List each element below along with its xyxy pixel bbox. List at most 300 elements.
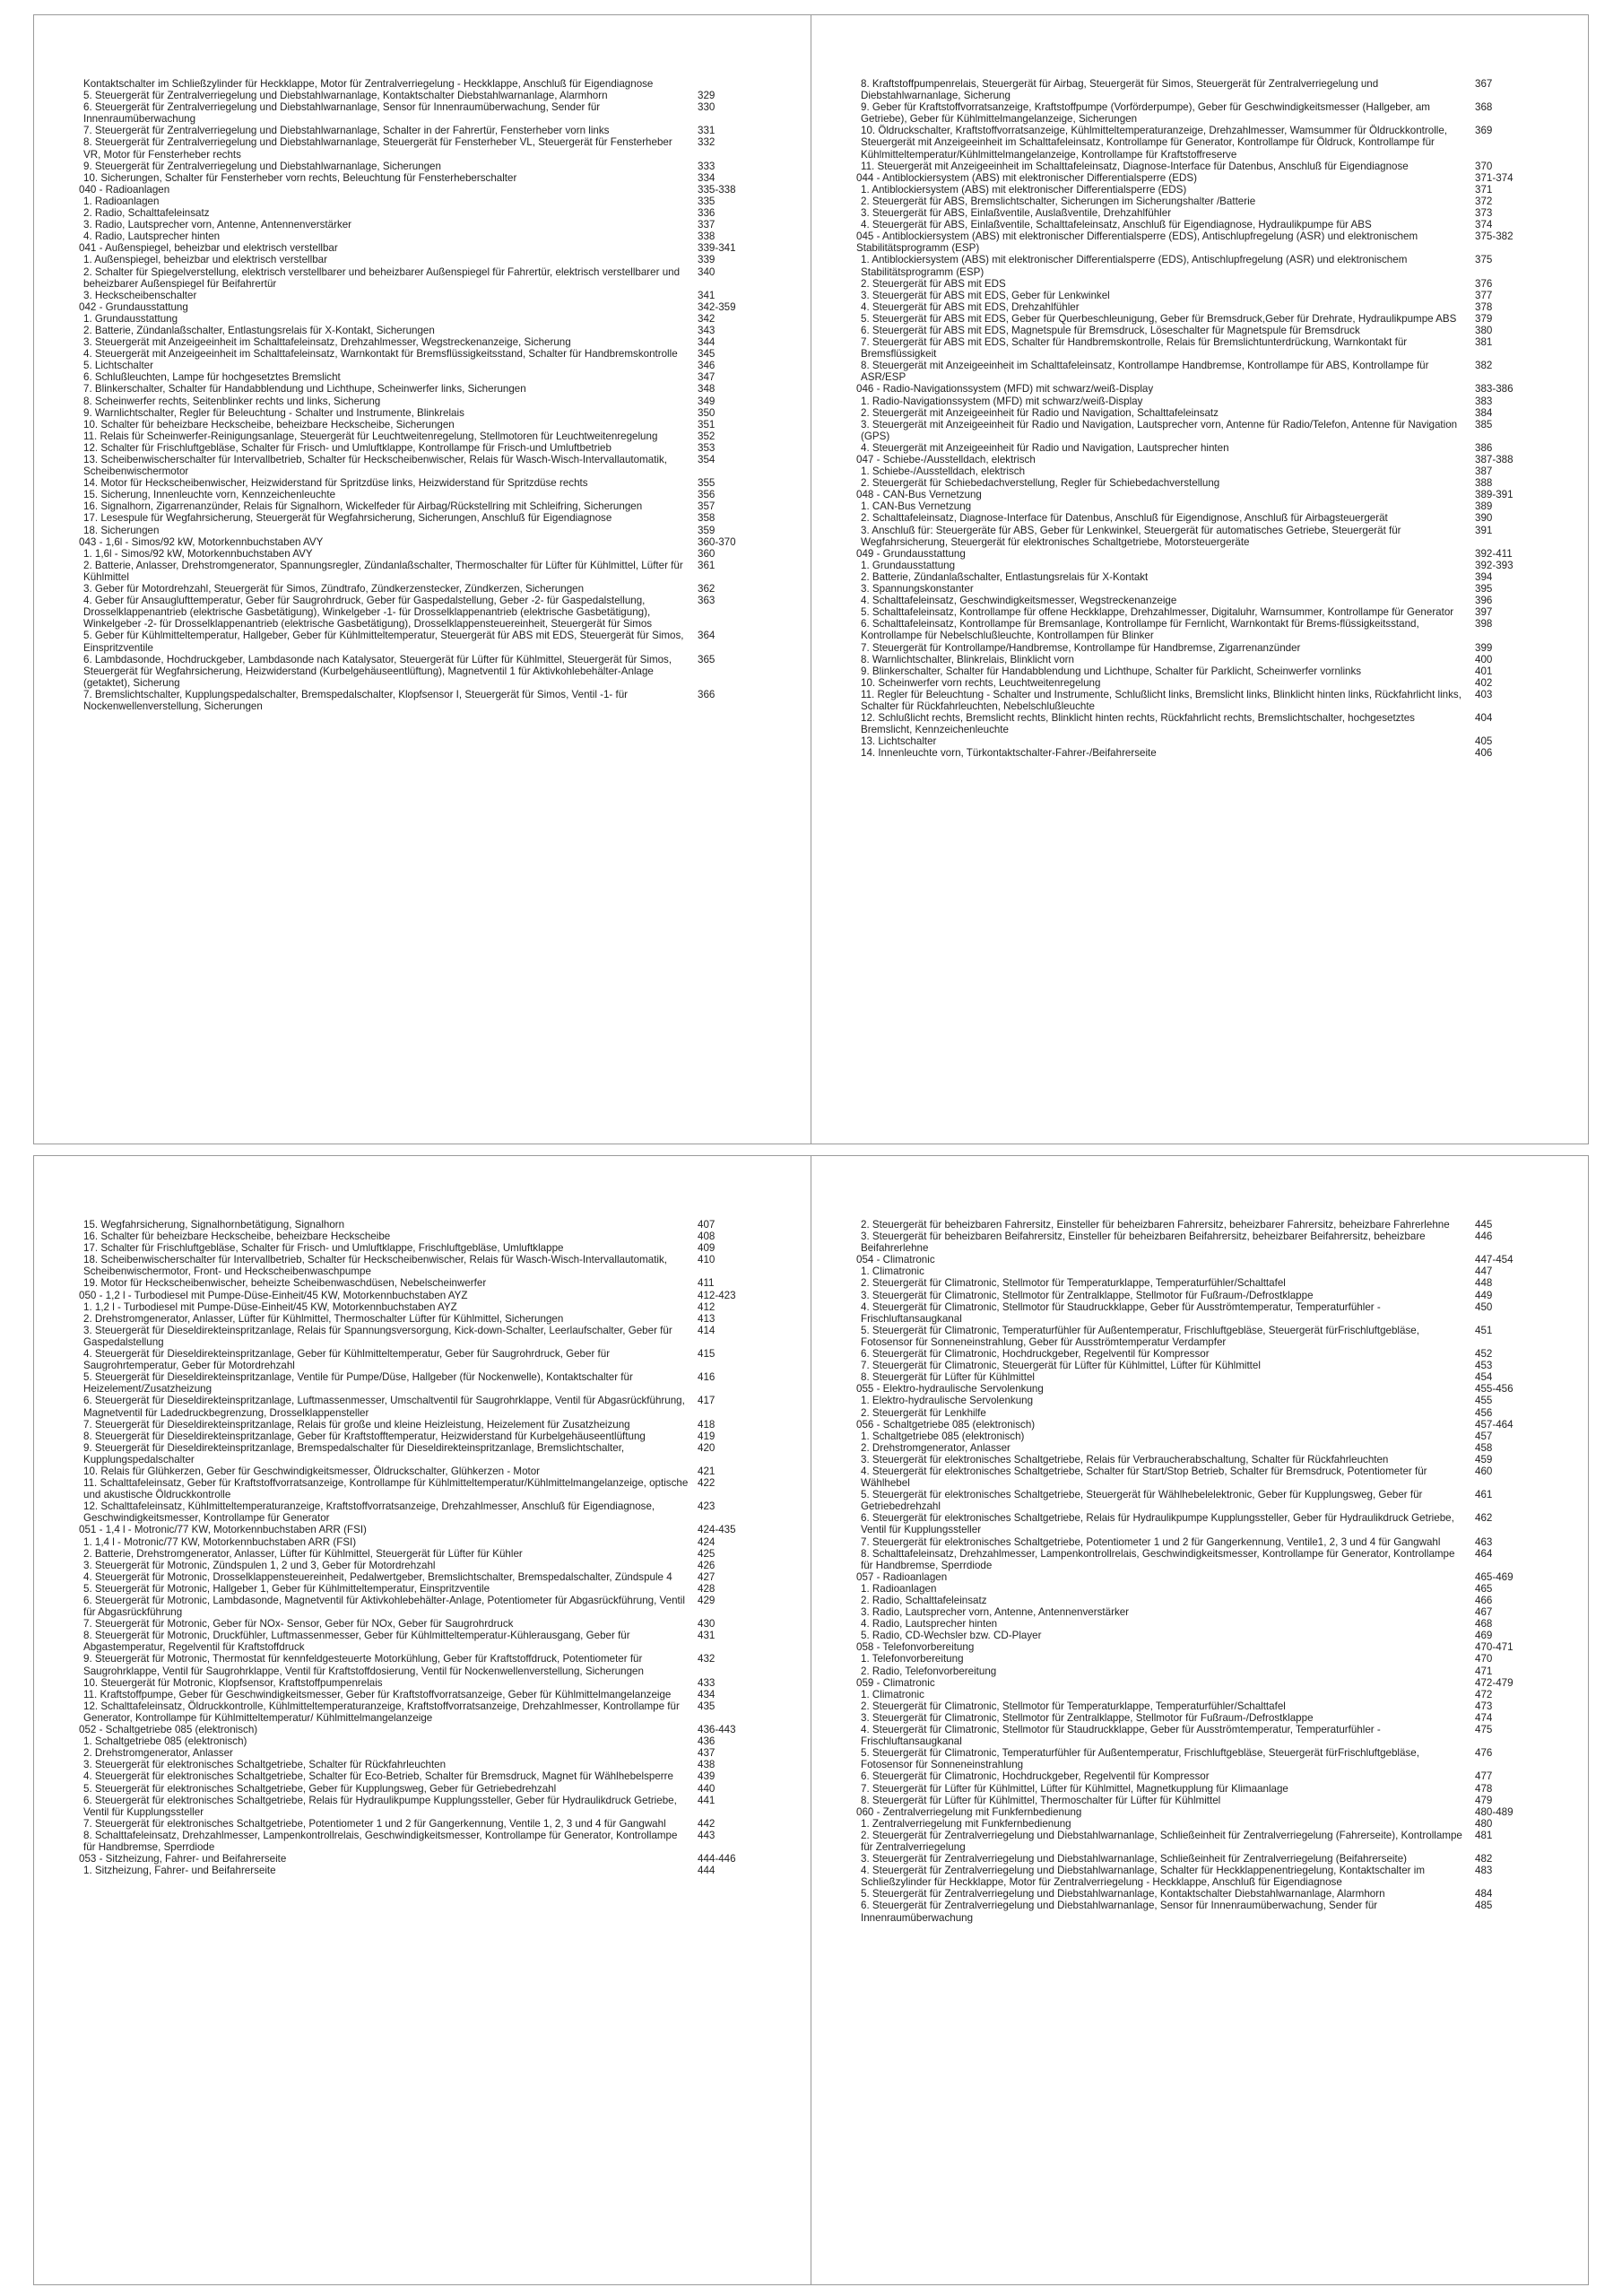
- toc-page-number: 413: [698, 1312, 716, 1325]
- toc-page-number: 485: [1475, 1900, 1493, 1912]
- toc-subentry: [856, 1290, 1538, 1301]
- toc-page-number: 484: [1475, 1888, 1493, 1900]
- toc-subentry: [79, 136, 760, 160]
- toc-subentry: [856, 1548, 1538, 1571]
- toc-page-number: 391: [1475, 524, 1493, 536]
- toc-subentry: [856, 290, 1538, 301]
- toc-page-number: 436: [698, 1735, 716, 1748]
- toc-subentry: [79, 1583, 760, 1595]
- toc-entry-text: 4. Steuergerät für elektronisches Schaltgetriebe, Schalter für Eco-Betrieb, Schalter für Bremsdruck, Magnet für Wählhebelsperre: [83, 1770, 673, 1783]
- toc-page-number: 472: [1475, 1688, 1493, 1700]
- toc-page-number: 363: [698, 595, 716, 607]
- toc-entry-text: 5. Steuergerät für Zentralverriegelung und Diebstahlwarnanlage, Kontaktschalter Diebstahlwarnanlage, Alarmhorn: [861, 1888, 1385, 1900]
- toc-entry-text: 4. Steuergerät für Dieseldirekteinspritzanlage, Geber für Kühlmitteltemperatur, Geber für Saugrohrdruck, Geber für Saugrohrtemperatur, Geber für Motordrehzahl: [83, 1348, 611, 1372]
- toc-entry-text: 2. Steuergerät mit Anzeigeeinheit für Radio und Navigation, Schalttafeleinsatz: [861, 406, 1219, 419]
- toc-page-number: 375: [1475, 254, 1493, 266]
- toc-entry-text: 3. Radio, Lautsprecher vorn, Antenne, Antennenverstärker: [861, 1606, 1130, 1619]
- toc-subentry: [79, 1242, 760, 1254]
- toc-entry-text: 6. Steuergerät für Zentralverriegelung und Diebstahlwarnanlage, Sensor für Innenraumüberwachung, Sender für Innenraumüberwachung: [861, 1900, 1378, 1924]
- toc-subentry: [79, 1500, 760, 1524]
- toc-page-number: 353: [698, 441, 716, 454]
- toc-entry-text: 2. Steuergerät für Schiebedachverstellung, Regler für Schiebedachverstellung: [861, 477, 1220, 490]
- toc-entry-text: 7. Steuergerät für Kontrollampe/Handbremse, Kontrollampe für Handbremse, Zigarrenanzünder: [861, 641, 1301, 654]
- toc-page-number: 412: [698, 1300, 716, 1313]
- toc-subentry: [856, 219, 1538, 230]
- toc-entry-text: 8. Scheinwerfer rechts, Seitenblinker rechts und links, Sicherung: [83, 395, 381, 407]
- toc-entry-text: 6. Steuergerät für elektronisches Schaltgetriebe, Relais für Hydraulikpumpe Kupplungssteller, Geber für Hydraulikdruck Getriebe, Ventil für Kupplungssteller: [83, 1794, 677, 1818]
- toc-page-number: 389: [1475, 500, 1493, 513]
- toc-page-number: 379: [1475, 312, 1493, 325]
- toc-subentry: [79, 1548, 760, 1560]
- toc-entry-text: 7. Steuergerät für Zentralverriegelung und Diebstahlwarnanlage, Schalter in der Fahrertür, Fensterheber vorn links: [83, 125, 610, 137]
- toc-page-number: 470: [1475, 1653, 1493, 1665]
- toc-entry-text: 6. Lambdasonde, Hochdruckgeber, Lambdasonde nach Katalysator, Steuergerät für Lüfter für Kühlmittel, Steuergerät für Simos, Steuergerät für Wegfahrsicherung, Heizwiderstand (Kurbelgehäuseentlüftung), Magnetventil 1 für Aktivkohlebehälter-Anlage (getaktet), Sicherung: [83, 653, 672, 689]
- toc-section-heading: [856, 230, 1538, 254]
- toc-entry-text: 8. Steuergerät für Lüfter für Kühlmittel: [861, 1371, 1035, 1384]
- toc-entry-text: 1. Grundausstattung: [861, 559, 956, 571]
- toc-page-number: 329: [698, 90, 716, 102]
- toc-subentry: [79, 489, 760, 500]
- toc-subentry: [856, 1583, 1538, 1595]
- toc-subentry: [79, 1442, 760, 1465]
- toc-page-number: 344: [698, 336, 716, 349]
- toc-page-number: 371-374: [1475, 171, 1514, 184]
- toc-page-number: 357: [698, 500, 716, 513]
- toc-entry-text: 1. 1,2 l - Turbodiesel mit Pumpe-Düse-Einheit/45 KW, Motorkennbuchstaben AYZ: [83, 1300, 457, 1313]
- toc-page-number: 370: [1475, 160, 1493, 172]
- toc-page-number: 452: [1475, 1348, 1493, 1361]
- toc-page-number: 336: [698, 207, 716, 220]
- toc-page-number: 382: [1475, 360, 1493, 372]
- toc-entry-text: 13. Scheibenwischerschalter für Intervallbetrieb, Schalter für Heckscheibenwischer, Relais für Wasch-Wisch-Intervallautomatik, Scheibenwischermotor: [83, 454, 668, 478]
- toc-entry-text: 11. Relais für Scheinwerfer-Reinigungsanlage, Steuergerät für Leuchtweitenregelung, Stellmotoren für Leuchtweitenregelung: [83, 430, 658, 442]
- toc-subentry: [79, 313, 760, 325]
- toc-subentry: [856, 125, 1538, 160]
- toc-page-number: 337: [698, 219, 716, 231]
- toc-page-number: 373: [1475, 207, 1493, 220]
- toc-page-number: 384: [1475, 406, 1493, 419]
- toc-subentry: [79, 442, 760, 454]
- toc-section-heading: [856, 1641, 1538, 1653]
- toc-subentry: [856, 1700, 1538, 1712]
- toc-page-number: 335-338: [698, 183, 736, 196]
- toc-subentry: [79, 1630, 760, 1653]
- toc-entry-text: 1. 1,6l - Simos/92 kW, Motorkennbuchstaben AVY: [83, 547, 313, 560]
- toc-page-number: [698, 78, 760, 90]
- toc-subentry: [856, 1712, 1538, 1724]
- toc-entry-text: 18. Scheibenwischerschalter für Intervallbetrieb, Schalter für Heckscheibenwischer, Relais für Wasch-Wisch-Intervallautomatik, Scheibenwischermotor, Front- und Heckscheibenwaschpumpe: [83, 1254, 668, 1278]
- toc-subentry: [856, 419, 1538, 442]
- toc-page-number: 383: [1475, 395, 1493, 407]
- toc-subentry: [856, 1277, 1538, 1289]
- toc-subentry: [856, 1407, 1538, 1419]
- toc-section-heading: [856, 489, 1538, 500]
- toc-entry-text: 3. Steuergerät für ABS mit EDS, Geber für Lenkwinkel: [861, 289, 1110, 301]
- toc-subentry: [79, 595, 760, 630]
- toc-page-number: 474: [1475, 1711, 1493, 1724]
- toc-subentry: [856, 196, 1538, 207]
- toc-entry-text: 4. Steuergerät mit Anzeigeeinheit im Schalttafeleinsatz, Warnkontakt für Bremsflüssigkeitsstand, Schalter für Handbremskontrolle: [83, 348, 678, 361]
- toc-subentry: [856, 1865, 1538, 1888]
- toc-entry-text: 10. Öldruckschalter, Kraftstoffvorratsanzeige, Kühlmitteltemperaturanzeige, Drehzahlmesser, Wamsummer für Öldruckkontrolle, Steuergerät mit Anzeigeeinheit im Schalttafeleinsatz, Kontrollampe für Generator, Kontrollampe für Öldruck, Kontrollampe für Kühlmitteltemperatur/Kühlmittelmangelanzeige, Kontrollampe für Kraftstoffreserve: [861, 125, 1448, 161]
- toc-page-number: 407: [698, 1219, 716, 1231]
- toc-subentry: [79, 1431, 760, 1442]
- toc-section-heading: [856, 1254, 1538, 1265]
- toc-entry-text: 8. Steuergerät für Motronic, Druckfühler, Luftmassenmesser, Geber für Kühlmitteltemperatur-Kühlerausgang, Geber für Abgastemperatur, Regelventil für Kraftstoffdruck: [83, 1630, 630, 1654]
- toc-subentry: [856, 642, 1538, 654]
- toc-subentry: [79, 1770, 760, 1782]
- toc-entry-text: 8. Schalttafeleinsatz, Drehzahlmesser, Lampenkontrollrelais, Geschwindigkeitsmesser, Kontrollampe für Generator, Kontrollampe für Handbremse, Sperrdiode: [83, 1829, 678, 1853]
- toc-subentry: [856, 1231, 1538, 1254]
- page-top-right: [811, 14, 1589, 1144]
- toc-entry-text: 2. Batterie, Zündanlaßschalter, Entlastungsrelais für X-Kontakt, Sicherungen: [83, 324, 435, 336]
- toc-page-number: 395: [1475, 583, 1493, 596]
- toc-entry-text: 11. Regler für Beleuchtung - Schalter und Instrumente, Schlußlicht links, Bremslicht links, Blinklicht hinten links, Rückfahrlicht links, Schalter für Rückfahrleuchten, Nebelschlußleuchte: [861, 688, 1462, 712]
- toc-entry-text: 045 - Antiblockiersystem (ABS) mit elektronischer Differentialsperre (EDS), Antischlupfregelung (ASR) und elektronischem Stabilitätsprogramm (ESP): [856, 230, 1418, 255]
- toc-entry-text: 7. Steuergerät für elektronisches Schaltgetriebe, Potentiometer 1 und 2 für Gangerkennung, Ventile1, 2, 3 und 4 für Gangwahl: [861, 1535, 1441, 1548]
- toc-subentry: [79, 1465, 760, 1477]
- toc-page-number: 375-382: [1475, 230, 1514, 243]
- toc-subentry: [856, 1536, 1538, 1548]
- toc-page-number: 398: [1475, 618, 1493, 631]
- toc-entry-text: 8. Steuergerät für Dieseldirekteinspritzanlage, Geber für Kraftstofftemperatur, Heizwiderstand für Kurbelgehäuseentlüftung: [83, 1430, 646, 1442]
- toc-page-number: 403: [1475, 688, 1493, 700]
- toc-page-number: 461: [1475, 1489, 1493, 1501]
- toc-subentry: [79, 1277, 760, 1289]
- toc-entry-text: 7. Steuergerät für ABS mit EDS, Schalter für Handbremskontrolle, Relais für Bremslichtunterdrückung, Warnkontakt für Bremsflüssigkeit: [861, 336, 1408, 361]
- toc-subentry: [79, 1371, 760, 1395]
- toc-page-number: 483: [1475, 1865, 1493, 1877]
- toc-entry-text: 6. Schalttafeleinsatz, Kontrollampe für Bremsanlage, Kontrollampe für Fernlicht, Warnkontakt für Brems-flüssigkeitsstand, Kontrollampe für Nebelschlußleuchte, Kontrollampen für Blinker: [861, 618, 1419, 642]
- toc-subentry: [79, 1395, 760, 1418]
- toc-entry-text: 052 - Schaltgetriebe 085 (elektronisch): [79, 1724, 258, 1736]
- toc-page-number: 455: [1475, 1395, 1493, 1407]
- toc-subentry: [856, 1431, 1538, 1442]
- toc-entry-text: 6. Steuergerät für Motronic, Lambdasonde, Magnetventil für Aktivkohlebehälter-Anlage, Potentiometer für Abgasrückführung, Ventil für Abgasrückführung: [83, 1595, 685, 1619]
- toc-page-number: 429: [698, 1595, 716, 1606]
- toc-page-number: 401: [1475, 665, 1493, 677]
- toc-page-number: 347: [698, 371, 716, 384]
- toc-subentry: [79, 654, 760, 689]
- toc-entry-text: 1. Zentralverriegelung mit Funkfernbedienung: [861, 1817, 1071, 1830]
- toc-section-heading: [856, 1571, 1538, 1583]
- toc-subentry: [79, 325, 760, 336]
- toc-entry-text: 1. Telefonvorbereitung: [861, 1653, 964, 1665]
- toc-page-number: 331: [698, 125, 716, 137]
- toc-subentry: [856, 1724, 1538, 1747]
- toc-page-number: 435: [698, 1700, 716, 1712]
- toc-subentry: [856, 1618, 1538, 1630]
- toc-page-number: 424-435: [698, 1524, 736, 1536]
- toc-subentry: [79, 500, 760, 512]
- toc-page-number: 444-446: [698, 1853, 736, 1866]
- toc-entry-text: 051 - 1,4 l - Motronic/77 KW, Motorkennbuchstaben ARR (FSI): [79, 1524, 367, 1536]
- toc-subentry: [856, 407, 1538, 419]
- toc-subentry: [79, 1231, 760, 1242]
- toc-entry-text: 7. Steuergerät für elektronisches Schaltgetriebe, Potentiometer 1 und 2 für Gangerkennung, Ventile 1, 2, 3 und 4 für Gangwahl: [83, 1817, 666, 1830]
- toc-subentry: [856, 477, 1538, 489]
- toc-subentry: [856, 1747, 1538, 1770]
- toc-page-number: 394: [1475, 570, 1493, 583]
- toc-page-number: 354: [698, 454, 716, 465]
- toc-entry-text: 3. Steuergerät für Motronic, Zündspulen 1, 2 und 3, Geber für Motordrehzahl: [83, 1559, 436, 1571]
- toc-subentry: [856, 1630, 1538, 1641]
- toc-entry-text: 044 - Antiblockiersystem (ABS) mit elektronischer Differentialsperre (EDS): [856, 171, 1197, 184]
- toc-entry-text: 10. Relais für Glühkerzen, Geber für Geschwindigkeitsmesser, Öldruckschalter, Glühkerzen - Motor: [83, 1465, 541, 1477]
- toc-entry-text: 1. CAN-Bus Vernetzung: [861, 500, 972, 513]
- toc-page-number: 374: [1475, 219, 1493, 231]
- toc-subentry: [856, 1853, 1538, 1865]
- toc-entry-text: 2. Drehstromgenerator, Anlasser: [83, 1747, 233, 1760]
- toc-entry-text: 5. Radio, CD-Wechsler bzw. CD-Player: [861, 1630, 1042, 1642]
- toc-page-number: 454: [1475, 1371, 1493, 1384]
- toc-entry-text: 055 - Elektro-hydraulische Servolenkung: [856, 1383, 1044, 1396]
- toc-subentry: [79, 548, 760, 560]
- toc-subentry: [79, 1618, 760, 1630]
- toc-page-number: 431: [698, 1630, 716, 1642]
- toc-page-number: 381: [1475, 336, 1493, 349]
- toc-page-number: 459: [1475, 1453, 1493, 1465]
- toc-subentry: [79, 1571, 760, 1583]
- toc-page-number: 462: [1475, 1512, 1493, 1525]
- toc-entry-text: 1. Außenspiegel, beheizbar und elektrisch verstellbar: [83, 254, 327, 266]
- toc-page-number: 334: [698, 171, 716, 184]
- toc-subentry: [79, 477, 760, 489]
- toc-entry-text: 10. Scheinwerfer vorn rechts, Leuchtweitenregelung: [861, 676, 1101, 689]
- toc-subentry: [856, 207, 1538, 219]
- toc-subentry: [856, 677, 1538, 689]
- toc-section-heading: [79, 1524, 760, 1535]
- toc-subentry: [79, 383, 760, 395]
- toc-entry-text: 060 - Zentralverriegelung mit Funkfernbedienung: [856, 1805, 1082, 1818]
- toc-subentry: [856, 712, 1538, 735]
- toc-entry-text: 4. Schalttafeleinsatz, Geschwindigkeitsmesser, Wegstreckenanzeige: [861, 595, 1177, 607]
- toc-page-number: 330: [698, 101, 716, 114]
- toc-entry-text: 2. Steuergerät für Climatronic, Stellmotor für Temperaturklappe, Temperaturfühler/Schalttafel: [861, 1277, 1286, 1290]
- toc-entry-text: 2. Schalttafeleinsatz, Diagnose-Interface für Datenbus, Anschluß für Eigendignose, Anschluß für Airbagsteuergerät: [861, 512, 1388, 525]
- toc-entry-text: 2. Batterie, Anlasser, Drehstromgenerator, Spannungsregler, Zündanlaßschalter, Thermoschalter für Lüfter für Kühlmittel, Lüfter für Kühlmittel: [83, 559, 683, 583]
- toc-entry-text: 5. Steuergerät für elektronisches Schaltgetriebe, Steuergerät für Wählhebelelektronic, Geber für Kupplungsweg, Geber für Getriebedrehzahl: [861, 1489, 1423, 1513]
- toc-entry-text: 043 - 1,6l - Simos/92 kW, Motorkennbuchstaben AVY: [79, 535, 324, 548]
- toc-entry-text: 3. Steuergerät für Zentralverriegelung und Diebstahlwarnanlage, Schließeinheit für Zentralverriegelung (Beifahrerseite): [861, 1853, 1408, 1866]
- toc-page-number: 355: [698, 477, 716, 490]
- toc-page-number: 428: [698, 1582, 716, 1595]
- toc-section-heading: [79, 536, 760, 548]
- toc-page-number: 468: [1475, 1618, 1493, 1631]
- toc-page-number: 465: [1475, 1582, 1493, 1595]
- toc-subentry: [856, 336, 1538, 360]
- toc-page-number: 477: [1475, 1770, 1493, 1783]
- toc-subentry: [856, 184, 1538, 196]
- toc-subentry: [856, 500, 1538, 512]
- toc-section-heading: [79, 1724, 760, 1735]
- toc-entry-text: 5. Steuergerät für Motronic, Hallgeber 1, Geber für Kühlmitteltemperatur, Einspritzventile: [83, 1582, 490, 1595]
- toc-subentry: [79, 1830, 760, 1853]
- toc-subentry: [856, 1360, 1538, 1371]
- toc-entry-text: 12. Schalttafeleinsatz, Öldruckkontrolle, Kühlmitteltemperaturanzeige, Kraftstoffvorratsanzeige, Drehzahlmesser, Kontrollampe für Generator, Kontrollampe für Kühlmitteltemperatur/ Kühlmittelmangelanzeige: [83, 1700, 680, 1724]
- toc-entry-text: 17. Lesespule für Wegfahrsicherung, Steuergerät für Wegfahrsicherung, Sicherungen, Anschluß für Eigendiagnose: [83, 512, 612, 525]
- toc-page-number: 480-489: [1475, 1805, 1514, 1818]
- toc-page-number: 457: [1475, 1430, 1493, 1442]
- toc-entry-text: 2. Steuergerät für ABS, Bremslichtschalter, Sicherungen im Sicherungshalter /Batterie: [861, 195, 1256, 207]
- toc-entry-text: 14. Motor für Heckscheibenwischer, Heizwiderstand für Spritzdüse links, Heizwiderstand für Spritzdüse rechts: [83, 477, 588, 490]
- toc-entry-text: 5. Steuergerät für Climatronic, Temperaturfühler für Außentemperatur, Frischluftgebläse, Steuergerät fürFrischluftgebläse, Fotosensor für Sonneneinstrahlung: [861, 1747, 1419, 1771]
- toc-page-number: 388: [1475, 477, 1493, 490]
- toc-page-number: 442: [698, 1817, 716, 1830]
- toc-entry-text: 9. Warnlichtschalter, Regler für Beleuchtung - Schalter und Instrumente, Blinkrelais: [83, 406, 464, 419]
- toc-entry-text: 12. Schlußlicht rechts, Bremslicht rechts, Blinklicht hinten rechts, Rückfahrlicht rechts, Bremslichtschalter, hochgesetztes Bremslicht, Kennzeichenleuchte: [861, 712, 1415, 736]
- toc-entry-text: 3. Anschluß für: Steuergeräte für ABS, Geber für Lenkwinkel, Steuergerät für automatisches Getriebe, Steuergerät für Wegfahrsicherung, Steuergerät für elektronisches Schaltgetriebe, Motorsteuergeräte: [861, 524, 1401, 548]
- toc-entry-text: 12. Schalttafeleinsatz, Kühlmitteltemperaturanzeige, Kraftstoffvorratsanzeige, Drehzahlmesser, Anschluß für Eigendiagnose, Geschwindigkeitsmesser, Kontrollampe für Generator: [83, 1500, 655, 1525]
- toc-subentry: [856, 747, 1538, 759]
- toc-entry-text: 7. Steuergerät für Dieseldirekteinspritzanlage, Relais für große und kleine Heizleistung, Heizelement für Zusatzheizung: [83, 1418, 630, 1431]
- page-bottom-right: [811, 1155, 1589, 2285]
- toc-page-number: 404: [1475, 712, 1493, 725]
- toc-page-number: 466: [1475, 1595, 1493, 1606]
- toc-subentry: [79, 207, 760, 219]
- toc-entry-text: 1. Antiblockiersystem (ABS) mit elektronischer Differentialsperre (EDS), Antischlupfregelung (ASR) und elektronischem Stabilitätsprogramm (ESP): [861, 254, 1408, 278]
- toc-page-number: 432: [698, 1653, 716, 1665]
- toc-entry-text: 18. Sicherungen: [83, 524, 160, 536]
- toc-section-heading: [79, 242, 760, 254]
- toc-page-number: 358: [698, 512, 716, 525]
- toc-subentry: [856, 735, 1538, 747]
- toc-column: [79, 1219, 760, 1876]
- toc-subentry: [856, 1348, 1538, 1360]
- toc-subentry: [79, 254, 760, 265]
- toc-subentry: [856, 313, 1538, 325]
- toc-subentry: [79, 219, 760, 230]
- toc-entry-text: 8. Steuergerät für Lüfter für Kühlmittel, Thermoschalter für Lüfter für Kühlmittel: [861, 1794, 1221, 1806]
- toc-page-number: 449: [1475, 1289, 1493, 1301]
- toc-subentry: [79, 560, 760, 583]
- toc-entry-text: 3. Steuergerät für beheizbaren Beifahrersitz, Einsteller für beheizbaren Beifahrersitz, beheizbarer Beifahrersitz, beheizbare Beifahrerlehne: [861, 1231, 1426, 1255]
- toc-entry-text: 17. Schalter für Frischluftgebläse, Schalter für Frisch- und Umluftklappe, Frischluftgebläse, Umluftklappe: [83, 1242, 564, 1255]
- toc-entry-text: 13. Lichtschalter: [861, 735, 937, 748]
- toc-entry-text: 6. Steuergerät für Climatronic, Hochdruckgeber, Regelventil für Kompressor: [861, 1348, 1210, 1361]
- toc-page-number: 465-469: [1475, 1570, 1514, 1583]
- toc-subentry: [856, 1454, 1538, 1465]
- toc-entry-text: 6. Steuergerät für ABS mit EDS, Magnetspule für Bremsdruck, Löseschalter für Magnetspule für Bremsdruck: [861, 324, 1360, 336]
- toc-entry-text: 3. Spannungskonstanter: [861, 583, 974, 596]
- toc-subentry: [79, 1795, 760, 1818]
- toc-entry-text: 9. Blinkerschalter, Schalter für Handabblendung und Lichthupe, Schalter für Parklicht, Scheinwerfer vornlinks: [861, 665, 1362, 677]
- toc-page-number: 396: [1475, 595, 1493, 607]
- toc-entry-text: 4. Steuergerät für Motronic, Drosselklappensteuereinheit, Pedalwertgeber, Bremslichtschalter, Bremspedalschalter, Zündspule 4: [83, 1570, 672, 1583]
- toc-page-number: 372: [1475, 195, 1493, 207]
- toc-page-number: 482: [1475, 1853, 1493, 1866]
- toc-entry-text: 4. Steuergerät für Zentralverriegelung und Diebstahlwarnanlage, Schalter für Heckklappenentriegelung, Kontaktschalter im Schließzylinder für Heckklappe, Motor für Zentralverriegelung - Heckklappe, Anschluß für Eigendiagnose: [861, 1865, 1425, 1889]
- toc-page-number: 386: [1475, 441, 1493, 454]
- toc-page-number: 362: [698, 583, 716, 596]
- toc-page-number: 411: [698, 1277, 715, 1290]
- toc-entry-text: 5. Steuergerät für elektronisches Schaltgetriebe, Geber für Kupplungsweg, Geber für Getriebedrehzahl: [83, 1782, 557, 1795]
- toc-entry-text: 9. Steuergerät für Motronic, Thermostat für kennfeldgesteuerte Motorkühlung, Geber für Kraftstoffdruck, Potentiometer für Saugrohrklappe, Ventil für Saugrohrklappe, Ventil für Kraftstoffdosierung, Ventil für Nockenwellenverstellung, Sicherungen: [83, 1653, 644, 1677]
- toc-subentry: [79, 1677, 760, 1689]
- toc-page-number: 464: [1475, 1547, 1493, 1560]
- toc-entry-text: 12. Schalter für Frischluftgebläse, Schalter für Frisch- und Umluftklappe, Kontrollampe für Frisch-und Umluftbetrieb: [83, 441, 612, 454]
- toc-section-heading: [856, 548, 1538, 560]
- toc-page-number: 405: [1475, 735, 1493, 748]
- toc-page-number: 364: [698, 630, 716, 642]
- toc-entry-text: 4. Steuergerät mit Anzeigeeinheit für Radio und Navigation, Lautsprecher hinten: [861, 441, 1229, 454]
- toc-page-number: 441: [698, 1794, 716, 1806]
- toc-entry-text: 1. Schaltgetriebe 085 (elektronisch): [83, 1735, 247, 1748]
- toc-page-number: 450: [1475, 1300, 1493, 1313]
- toc-page-number: 439: [698, 1770, 716, 1783]
- toc-subentry: [79, 1700, 760, 1724]
- toc-subentry: [856, 1512, 1538, 1535]
- toc-subentry: [79, 1301, 760, 1313]
- toc-subentry: [79, 407, 760, 419]
- toc-subentry: [856, 161, 1538, 172]
- toc-subentry: [79, 525, 760, 536]
- toc-page-number: 387: [1475, 465, 1493, 478]
- toc-subentry: [856, 1783, 1538, 1795]
- toc-page-number: 383-386: [1475, 383, 1514, 396]
- toc-subentry: [856, 1265, 1538, 1277]
- toc-entry-text: 1. Sitzheizung, Fahrer- und Beifahrerseite: [83, 1865, 276, 1877]
- toc-entry-text: 4. Steuergerät für Climatronic, Stellmotor für Staudruckklappe, Geber für Ausströmtemperatur, Temperaturfühler - Frischluftansaugkanal: [861, 1724, 1381, 1748]
- toc-entry-text: 050 - 1,2 l - Turbodiesel mit Pumpe-Düse-Einheit/45 KW, Motorkennbuchstaben AYZ: [79, 1289, 468, 1301]
- toc-page-number: 377: [1475, 289, 1493, 301]
- toc-subentry: [79, 1865, 760, 1876]
- toc-page-number: 444: [698, 1865, 716, 1877]
- toc-page-number: 420: [698, 1441, 716, 1454]
- toc-entry-text: 054 - Climatronic: [856, 1254, 935, 1266]
- toc-entry-text: 4. Radio, Lautsprecher hinten: [83, 230, 221, 243]
- toc-page-number: 390: [1475, 512, 1493, 525]
- toc-page-number: 365: [698, 653, 716, 665]
- toc-entry-text: 1. Elektro-hydraulische Servolenkung: [861, 1395, 1034, 1407]
- toc-page-number: 436-443: [698, 1724, 736, 1736]
- toc-page-number: 361: [698, 559, 716, 571]
- toc-subentry: [79, 430, 760, 442]
- toc-entry-text: 3. Steuergerät für Dieseldirekteinspritzanlage, Relais für Spannungsversorgung, Kick-down-Schalter, Leerlaufschalter, Geber für Gaspedalstellung: [83, 1324, 672, 1348]
- toc-subentry: [79, 1653, 760, 1676]
- toc-page-number: 376: [1475, 277, 1493, 290]
- toc-subentry: [856, 101, 1538, 125]
- toc-entry-text: 10. Sicherungen, Schalter für Fensterheber vorn rechts, Beleuchtung für Fensterheberschalter: [83, 171, 517, 184]
- toc-page-number: 446: [1475, 1231, 1493, 1243]
- toc-entry-text: 1. Radioanlagen: [861, 1582, 937, 1595]
- toc-page-number: 346: [698, 360, 716, 372]
- toc-section-heading: [856, 1677, 1538, 1689]
- toc-entry-text: 1. Schaltgetriebe 085 (elektronisch): [861, 1430, 1025, 1442]
- toc-page-number: 359: [698, 524, 716, 536]
- toc-entry-text: 11. Steuergerät mit Anzeigeeinheit im Schalttafeleinsatz, Diagnose-Interface für Datenbus, Anschluß für Eigendiagnose: [861, 160, 1409, 172]
- toc-entry-text: 3. Steuergerät für Climatronic, Stellmotor für Zentralklappe, Stellmotor für Fußraum-/Defrostklappe: [861, 1289, 1314, 1301]
- toc-entry-text: 5. Geber für Kühlmitteltemperatur, Hallgeber, Geber für Kühlmitteltemperatur, Steuergerät für ABS mit EDS, Steuergerät für Simos, Einspritzventile: [83, 630, 684, 654]
- toc-entry-text: Kontaktschalter im Schließzylinder für Heckklappe, Motor für Zentralverriegelung - Heckklappe, Anschluß für Eigendiagnose: [83, 78, 654, 90]
- toc-subentry: [856, 583, 1538, 595]
- toc-page-number: 417: [698, 1395, 716, 1407]
- toc-page-number: 378: [1475, 300, 1493, 313]
- toc-subentry: [79, 78, 760, 90]
- toc-page-number: 339-341: [698, 242, 736, 255]
- toc-page-number: 366: [698, 688, 716, 700]
- toc-entry-text: 2. Batterie, Drehstromgenerator, Anlasser, Lüfter für Kühlmittel, Steuergerät für Lüfter für Kühler: [83, 1547, 523, 1560]
- toc-entry-text: 7. Steuergerät für Motronic, Geber für NOx- Sensor, Geber für NOx, Geber für Saugrohrdruck: [83, 1618, 514, 1631]
- toc-page-number: 469: [1475, 1630, 1493, 1642]
- toc-page-number: 422: [698, 1477, 716, 1490]
- toc-subentry: [856, 1489, 1538, 1512]
- toc-entry-text: 1. Radio-Navigationssystem (MFD) mit schwarz/weiß-Display: [861, 395, 1143, 407]
- toc-entry-text: 11. Kraftstoffpumpe, Geber für Geschwindigkeitsmesser, Geber für Kraftstoffvorratsanzeige, Geber für Kühlmittelmangelanzeige: [83, 1688, 672, 1700]
- toc-section-heading: [856, 454, 1538, 465]
- toc-entry-text: 1. Schiebe-/Ausstelldach, elektrisch: [861, 465, 1026, 478]
- toc-section-heading: [79, 184, 760, 196]
